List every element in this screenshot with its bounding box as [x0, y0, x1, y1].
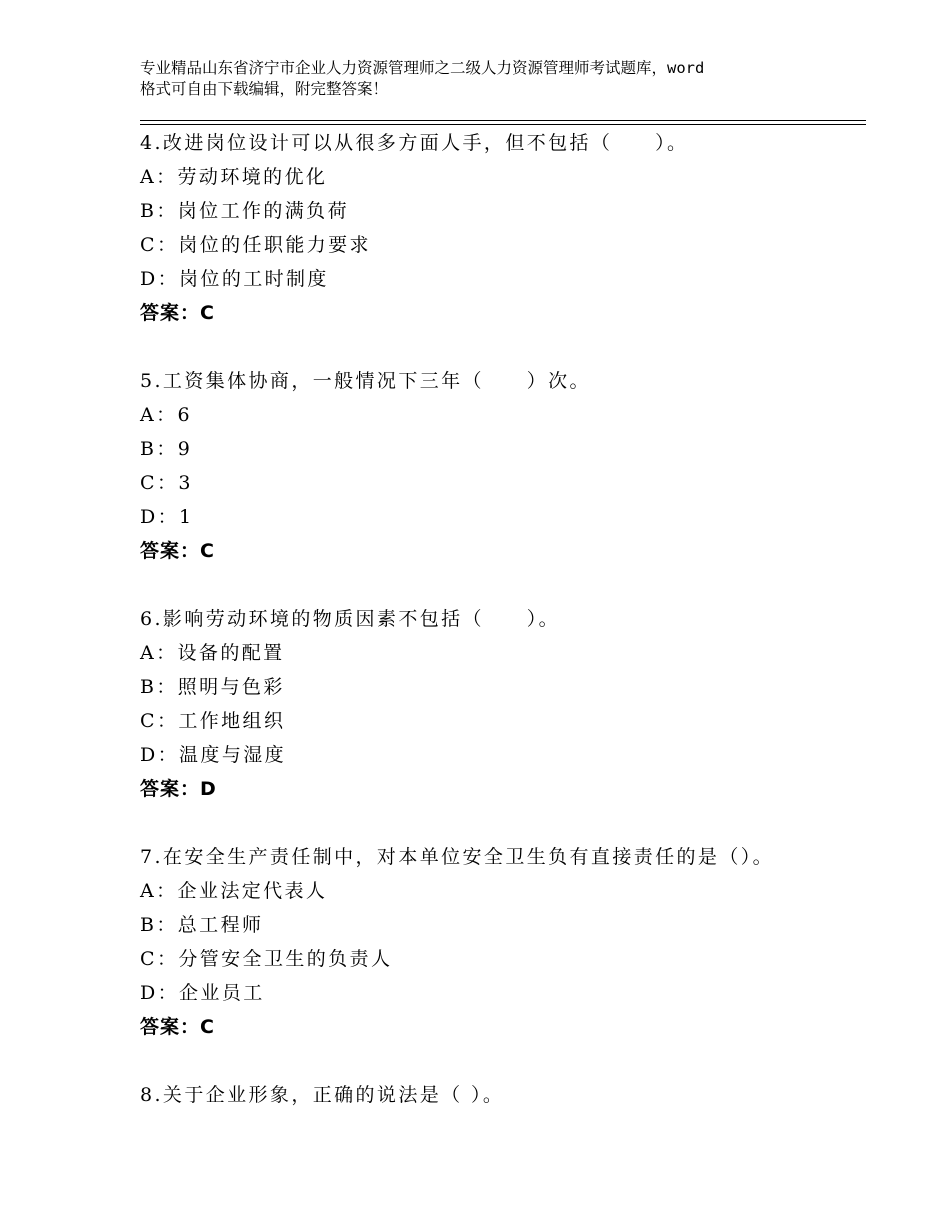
option-a: A：6 [140, 404, 193, 426]
question-stem: 8.关于企业形象，正确的说法是（ ）。 [140, 1084, 505, 1106]
option-d: D：企业员工 [140, 982, 265, 1004]
option-b: B：岗位工作的满负荷 [140, 200, 349, 222]
option-b: B：9 [140, 438, 193, 460]
answer-text: 答案：D [140, 778, 217, 800]
question-7 [140, 840, 866, 1044]
answer-text: 答案：C [140, 1016, 215, 1038]
question-4 [140, 126, 866, 330]
question-5 [140, 364, 866, 568]
answer-text: 答案：C [140, 302, 215, 324]
option-a: A：劳动环境的优化 [140, 166, 328, 188]
question-stem: 6.影响劳动环境的物质因素不包括（ ）。 [140, 608, 561, 630]
option-c: C：岗位的任职能力要求 [140, 234, 371, 256]
question-stem: 4.改进岗位设计可以从很多方面人手，但不包括（ ）。 [140, 132, 689, 154]
option-b: B：照明与色彩 [140, 676, 285, 698]
question-6 [140, 602, 866, 806]
option-d: D：1 [140, 506, 194, 528]
header-line-2: 格式可自由下载编辑，附完整答案！ [140, 80, 389, 98]
option-a: A：设备的配置 [140, 642, 285, 664]
document-header [140, 58, 840, 100]
option-d: D：岗位的工时制度 [140, 268, 329, 290]
option-b: B：总工程师 [140, 914, 264, 936]
option-c: C：工作地组织 [140, 710, 286, 732]
option-c: C：3 [140, 472, 193, 494]
option-a: A：企业法定代表人 [140, 880, 328, 902]
question-list [140, 126, 866, 1146]
option-d: D：温度与湿度 [140, 744, 287, 766]
question-stem: 7.在安全生产责任制中，对本单位安全卫生负有直接责任的是（）。 [140, 846, 775, 868]
question-8 [140, 1078, 866, 1112]
question-stem: 5.工资集体协商，一般情况下三年（ ）次。 [140, 370, 591, 392]
answer-text: 答案：C [140, 540, 215, 562]
header-line-1: 专业精品山东省济宁市企业人力资源管理师之二级人力资源管理师考试题库，word [140, 59, 705, 77]
header-rule-top [140, 120, 866, 121]
header-rule-bottom [140, 124, 866, 125]
option-c: C：分管安全卫生的负责人 [140, 948, 393, 970]
